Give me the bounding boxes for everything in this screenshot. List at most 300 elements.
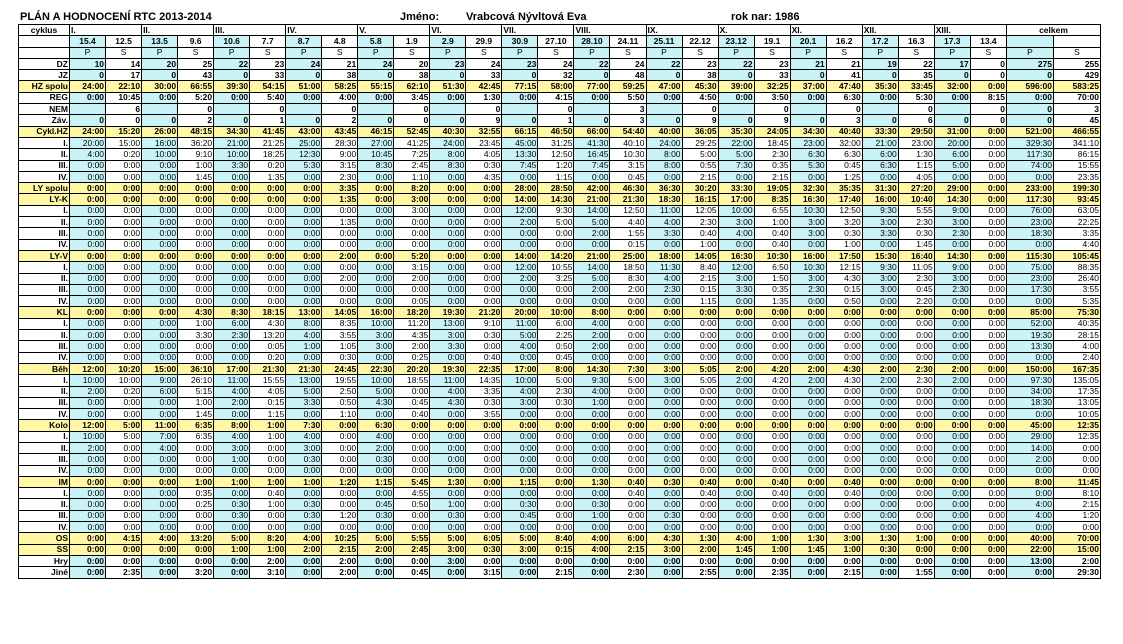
row-label: II. bbox=[19, 217, 70, 228]
athlete-name: Vrabcová Nývltová Eva bbox=[466, 11, 587, 23]
actual-cell: 0:20 bbox=[106, 386, 142, 397]
plan-cell: 0:00 bbox=[286, 92, 322, 103]
plan-cell: 0:00 bbox=[934, 555, 970, 566]
plan-cell: 4:00 bbox=[1007, 499, 1054, 510]
plan-cell: 32:00 bbox=[934, 81, 970, 92]
actual-marker: S bbox=[466, 47, 502, 58]
actual-cell: 10:30 bbox=[610, 149, 646, 160]
plan-cell: 0:00 bbox=[286, 171, 322, 182]
plan-cell: 0:00 bbox=[718, 499, 754, 510]
plan-cell: 22:30 bbox=[358, 363, 394, 374]
actual-cell: 0:00 bbox=[322, 488, 358, 499]
plan-cell: 0:30 bbox=[646, 476, 682, 487]
plan-cell: 0:00 bbox=[70, 454, 106, 465]
actual-cell: 2 bbox=[178, 115, 214, 126]
actual-cell: 21 bbox=[826, 58, 862, 69]
actual-cell: 3:15 bbox=[322, 160, 358, 171]
plan-cell: 37:00 bbox=[790, 81, 826, 92]
actual-cell: 19:55 bbox=[322, 375, 358, 386]
actual-cell: 5:05 bbox=[682, 375, 718, 386]
actual-cell: 3:15 bbox=[466, 567, 502, 578]
plan-cell: 5:00 bbox=[502, 533, 538, 544]
plan-cell: 0:00 bbox=[862, 330, 898, 341]
plan-cell: 0:00 bbox=[502, 352, 538, 363]
actual-cell: 12:35 bbox=[1054, 431, 1101, 442]
table-row bbox=[19, 318, 1101, 329]
plan-cell: 4:00 bbox=[214, 431, 250, 442]
plan-cell: 0:00 bbox=[790, 296, 826, 307]
actual-cell: 0:00 bbox=[610, 330, 646, 341]
plan-cell: 31:30 bbox=[862, 183, 898, 194]
actual-cell: 0:00 bbox=[538, 284, 574, 295]
plan-cell: 0:00 bbox=[646, 397, 682, 408]
plan-cell: 0:00 bbox=[790, 239, 826, 250]
actual-cell: 8:20 bbox=[250, 533, 286, 544]
actual-cell: 3:55 bbox=[466, 409, 502, 420]
plan-cell: 0:00 bbox=[142, 397, 178, 408]
plan-cell: 6:00 bbox=[214, 318, 250, 329]
plan-cell: 0:00 bbox=[934, 465, 970, 476]
actual-cell: 0:45 bbox=[538, 352, 574, 363]
date-cell: 24.11 bbox=[610, 36, 646, 47]
plan-cell: 0 bbox=[430, 70, 466, 81]
plan-cell: 0:00 bbox=[70, 194, 106, 205]
table-row bbox=[19, 307, 1101, 318]
actual-cell: 3:55 bbox=[322, 330, 358, 341]
plan-cell: 0 bbox=[1007, 70, 1054, 81]
actual-cell: 5:00 bbox=[682, 149, 718, 160]
plan-cell: 0:00 bbox=[862, 397, 898, 408]
actual-cell: 1:35 bbox=[754, 296, 790, 307]
plan-cell: 0:00 bbox=[286, 284, 322, 295]
table-row bbox=[19, 81, 1101, 92]
plan-cell: 0:30 bbox=[214, 499, 250, 510]
plan-cell: 4:00 bbox=[358, 431, 394, 442]
actual-cell: 6:00 bbox=[610, 533, 646, 544]
table-row bbox=[19, 409, 1101, 420]
actual-cell: 0:00 bbox=[898, 488, 934, 499]
actual-cell: 1:00 bbox=[178, 160, 214, 171]
plan-cell: 33:30 bbox=[718, 183, 754, 194]
actual-cell: 0:00 bbox=[754, 442, 790, 453]
plan-cell: 0:00 bbox=[1007, 522, 1054, 533]
actual-cell: 0:00 bbox=[106, 194, 142, 205]
plan-cell: 3:00 bbox=[358, 341, 394, 352]
actual-cell: 0:00 bbox=[970, 420, 1006, 431]
actual-cell: 24 bbox=[610, 58, 646, 69]
actual-cell: 0:00 bbox=[682, 555, 718, 566]
actual-cell: 0:00 bbox=[970, 307, 1006, 318]
actual-cell: 8:15 bbox=[970, 92, 1006, 103]
plan-cell: 7:45 bbox=[574, 160, 610, 171]
row-label: HZ spolu bbox=[19, 81, 70, 92]
actual-cell: 0:05 bbox=[250, 341, 286, 352]
plan-cell: 0:00 bbox=[790, 567, 826, 578]
plan-cell: 16:00 bbox=[790, 250, 826, 261]
plan-cell: 0:00 bbox=[502, 454, 538, 465]
plan-cell: 150:00 bbox=[1007, 363, 1054, 374]
plan-cell: 22 bbox=[214, 58, 250, 69]
actual-cell: 0:00 bbox=[538, 228, 574, 239]
table-row bbox=[19, 104, 1101, 115]
actual-cell: 18:20 bbox=[394, 307, 430, 318]
plan-cell: 0:00 bbox=[574, 555, 610, 566]
actual-cell: 1:15 bbox=[538, 171, 574, 182]
actual-cell: 1:00 bbox=[898, 533, 934, 544]
plan-cell: 0:00 bbox=[430, 567, 466, 578]
plan-cell: 0:00 bbox=[502, 409, 538, 420]
plan-cell: 0:00 bbox=[862, 296, 898, 307]
plan-cell: 0:00 bbox=[646, 555, 682, 566]
actual-cell: 0:00 bbox=[538, 465, 574, 476]
plan-cell: 0:00 bbox=[790, 397, 826, 408]
actual-cell: 14:30 bbox=[538, 194, 574, 205]
actual-cell: 0:40 bbox=[754, 228, 790, 239]
plan-cell: 39:30 bbox=[214, 81, 250, 92]
actual-cell: 0:00 bbox=[538, 296, 574, 307]
date-cell: 16.2 bbox=[826, 36, 862, 47]
actual-cell: 66:55 bbox=[178, 81, 214, 92]
plan-cell: 0:00 bbox=[790, 499, 826, 510]
plan-cell: 1:15 bbox=[358, 476, 394, 487]
actual-cell: 0:00 bbox=[754, 522, 790, 533]
table-row bbox=[19, 160, 1101, 171]
actual-cell: 1:00 bbox=[250, 420, 286, 431]
plan-cell: 0:00 bbox=[214, 465, 250, 476]
plan-cell: 19:30 bbox=[1007, 330, 1054, 341]
plan-cell: 36:30 bbox=[646, 183, 682, 194]
table-row bbox=[19, 341, 1101, 352]
plan-cell: 51:00 bbox=[286, 81, 322, 92]
actual-cell: 42:45 bbox=[466, 81, 502, 92]
plan-cell: 4:00 bbox=[502, 341, 538, 352]
plan-cell: 0:00 bbox=[286, 262, 322, 273]
plan-marker: P bbox=[430, 47, 466, 58]
plan-cell: 0:00 bbox=[70, 284, 106, 295]
table-row bbox=[19, 465, 1101, 476]
plan-cell: 0:00 bbox=[214, 284, 250, 295]
actual-cell: 12:50 bbox=[826, 205, 862, 216]
actual-marker: S bbox=[250, 47, 286, 58]
table-row bbox=[19, 273, 1101, 284]
plan-cell: 0:00 bbox=[790, 442, 826, 453]
plan-cell: 0:30 bbox=[574, 499, 610, 510]
plan-cell: 0:00 bbox=[214, 522, 250, 533]
plan-cell: 233:00 bbox=[1007, 183, 1054, 194]
plan-cell: 10:00 bbox=[718, 205, 754, 216]
plan-cell: 2:00 bbox=[1007, 454, 1054, 465]
actual-cell: 2:30 bbox=[898, 363, 934, 374]
plan-cell: 4:00 bbox=[574, 386, 610, 397]
actual-cell: 16:40 bbox=[898, 250, 934, 261]
actual-cell: 17:35 bbox=[1054, 386, 1101, 397]
actual-cell: 4:30 bbox=[826, 375, 862, 386]
actual-cell: 0:00 bbox=[106, 499, 142, 510]
plan-cell: 0:00 bbox=[142, 499, 178, 510]
actual-cell: 5:20 bbox=[394, 250, 430, 261]
plan-cell: 0:00 bbox=[502, 465, 538, 476]
plan-cell: 0:00 bbox=[142, 341, 178, 352]
actual-cell: 32 bbox=[538, 70, 574, 81]
plan-cell: 8:00 bbox=[1007, 476, 1054, 487]
plan-cell: 3:30 bbox=[718, 284, 754, 295]
plan-cell: 0:00 bbox=[286, 228, 322, 239]
date-cell: 9.6 bbox=[178, 36, 214, 47]
plan-cell: 0:00 bbox=[718, 555, 754, 566]
plan-cell: 5:30 bbox=[790, 160, 826, 171]
plan-cell: 40:30 bbox=[430, 126, 466, 137]
actual-cell: 1:10 bbox=[322, 409, 358, 420]
plan-cell: 0 bbox=[790, 115, 826, 126]
plan-cell: 28:00 bbox=[502, 183, 538, 194]
plan-cell: 0:00 bbox=[358, 273, 394, 284]
plan-cell: 2:30 bbox=[790, 284, 826, 295]
actual-cell: 25 bbox=[178, 58, 214, 69]
actual-cell: 2:00 bbox=[394, 341, 430, 352]
plan-cell: 23:00 bbox=[1007, 273, 1054, 284]
plan-cell: 0:00 bbox=[70, 250, 106, 261]
plan-cell: 10:00 bbox=[502, 375, 538, 386]
plan-cell: 0:00 bbox=[430, 488, 466, 499]
actual-cell: 0:00 bbox=[682, 341, 718, 352]
plan-cell: 13:00 bbox=[286, 375, 322, 386]
date-cell: 30.9 bbox=[502, 36, 538, 47]
plan-cell: 0:00 bbox=[142, 183, 178, 194]
actual-cell: 1:00 bbox=[250, 476, 286, 487]
row-label: II. bbox=[19, 273, 70, 284]
actual-cell: 0:00 bbox=[178, 454, 214, 465]
actual-cell: 0:00 bbox=[682, 442, 718, 453]
plan-cell: 1:30 bbox=[862, 533, 898, 544]
actual-cell: 0:00 bbox=[970, 250, 1006, 261]
actual-cell: 4:15 bbox=[538, 92, 574, 103]
plan-cell: 0:00 bbox=[718, 239, 754, 250]
actual-cell: 10:20 bbox=[106, 363, 142, 374]
plan-cell: 0:00 bbox=[286, 465, 322, 476]
plan-cell: 0:00 bbox=[214, 183, 250, 194]
actual-cell: 24 bbox=[466, 58, 502, 69]
plan-cell: 0:00 bbox=[142, 510, 178, 521]
plan-cell: 0:00 bbox=[718, 307, 754, 318]
plan-cell: 52:00 bbox=[1007, 318, 1054, 329]
actual-cell: 2:30 bbox=[898, 273, 934, 284]
actual-cell: 18:25 bbox=[250, 149, 286, 160]
actual-cell: 135:05 bbox=[1054, 375, 1101, 386]
plan-cell: 16:00 bbox=[358, 307, 394, 318]
actual-cell: 0:00 bbox=[610, 307, 646, 318]
actual-cell: 0:00 bbox=[826, 465, 862, 476]
actual-cell: 0:00 bbox=[178, 194, 214, 205]
plan-cell: 51:30 bbox=[430, 81, 466, 92]
actual-cell: 0:00 bbox=[466, 262, 502, 273]
actual-cell: 0:00 bbox=[322, 499, 358, 510]
actual-cell: 8:00 bbox=[538, 363, 574, 374]
actual-cell: 2:00 bbox=[610, 284, 646, 295]
date-cell: 17.3 bbox=[934, 36, 970, 47]
actual-cell: 1 bbox=[250, 115, 286, 126]
actual-cell: 0:00 bbox=[970, 239, 1006, 250]
actual-cell: 0:00 bbox=[466, 194, 502, 205]
plan-cell: 3:00 bbox=[646, 363, 682, 374]
plan-cell: 21 bbox=[790, 58, 826, 69]
actual-cell: 18:55 bbox=[394, 375, 430, 386]
plan-cell: 34:00 bbox=[1007, 386, 1054, 397]
actual-cell: 23:00 bbox=[898, 137, 934, 148]
plan-cell: 3:30 bbox=[430, 341, 466, 352]
row-label: IV. bbox=[19, 171, 70, 182]
plan-cell: 0:00 bbox=[70, 476, 106, 487]
plan-cell: 33:30 bbox=[862, 126, 898, 137]
plan-cell: 0:00 bbox=[718, 330, 754, 341]
actual-cell: 1:35 bbox=[322, 217, 358, 228]
plan-cell: 0:00 bbox=[1007, 409, 1054, 420]
plan-cell: 0:00 bbox=[862, 476, 898, 487]
plan-cell: 34:30 bbox=[790, 126, 826, 137]
actual-cell: 0:00 bbox=[682, 318, 718, 329]
actual-cell: 0:00 bbox=[106, 228, 142, 239]
plan-cell bbox=[862, 104, 898, 115]
table-row bbox=[19, 171, 1101, 182]
plan-cell: 0:00 bbox=[430, 352, 466, 363]
actual-cell: 0:00 bbox=[322, 284, 358, 295]
plan-cell: 16:30 bbox=[718, 250, 754, 261]
plan-cell: 0 bbox=[574, 115, 610, 126]
plan-cell: 0:00 bbox=[934, 420, 970, 431]
actual-cell: 0:00 bbox=[826, 386, 862, 397]
actual-cell: 1:20 bbox=[1054, 510, 1101, 521]
actual-cell: 0:00 bbox=[898, 499, 934, 510]
actual-cell: 59:25 bbox=[610, 81, 646, 92]
actual-cell: 0 bbox=[322, 104, 358, 115]
actual-cell: 0:30 bbox=[826, 228, 862, 239]
table-row bbox=[19, 352, 1101, 363]
plan-cell: 0:00 bbox=[70, 307, 106, 318]
plan-cell: 8:00 bbox=[646, 149, 682, 160]
cycle-label: cyklus bbox=[19, 25, 70, 36]
actual-cell: 0:00 bbox=[754, 420, 790, 431]
plan-cell: 0:00 bbox=[934, 171, 970, 182]
plan-cell: 0:00 bbox=[934, 442, 970, 453]
plan-cell: 0:00 bbox=[862, 555, 898, 566]
plan-cell: 0:00 bbox=[430, 296, 466, 307]
plan-cell: 23:00 bbox=[1007, 217, 1054, 228]
plan-cell: 11:30 bbox=[646, 262, 682, 273]
date-cell: 8.7 bbox=[286, 36, 322, 47]
actual-cell: 22:35 bbox=[466, 363, 502, 374]
actual-cell: 1:50 bbox=[754, 273, 790, 284]
plan-cell: 4:00 bbox=[646, 273, 682, 284]
actual-cell: 0:00 bbox=[970, 273, 1006, 284]
actual-cell: 0:00 bbox=[754, 499, 790, 510]
actual-cell: 52:45 bbox=[394, 126, 430, 137]
plan-cell: 0:00 bbox=[214, 250, 250, 261]
plan-cell: 3:00 bbox=[790, 228, 826, 239]
actual-cell: 0:00 bbox=[250, 205, 286, 216]
actual-cell: 9:10 bbox=[466, 318, 502, 329]
plan-cell: 17:00 bbox=[502, 363, 538, 374]
plan-actual-row bbox=[19, 47, 1101, 58]
actual-cell: 0:00 bbox=[178, 296, 214, 307]
plan-cell: 0:00 bbox=[358, 239, 394, 250]
actual-cell: 1:00 bbox=[250, 431, 286, 442]
plan-cell: 2:00 bbox=[286, 544, 322, 555]
plan-cell: 97:30 bbox=[1007, 375, 1054, 386]
actual-marker: S bbox=[178, 47, 214, 58]
actual-cell: 0:00 bbox=[538, 510, 574, 521]
plan-cell: 34:30 bbox=[214, 126, 250, 137]
plan-cell: 0:00 bbox=[70, 217, 106, 228]
plan-cell: 8:30 bbox=[430, 160, 466, 171]
plan-cell: 0:00 bbox=[862, 442, 898, 453]
actual-cell: 0:00 bbox=[466, 296, 502, 307]
plan-cell: 5:00 bbox=[574, 217, 610, 228]
plan-cell: 10:00 bbox=[70, 375, 106, 386]
plan-cell: 0:00 bbox=[790, 409, 826, 420]
actual-cell: 0:00 bbox=[898, 522, 934, 533]
plan-cell: 0:00 bbox=[214, 92, 250, 103]
table-row bbox=[19, 375, 1101, 386]
plan-cell: 0 bbox=[646, 115, 682, 126]
plan-cell: 0:00 bbox=[718, 442, 754, 453]
actual-cell: 0:00 bbox=[898, 555, 934, 566]
plan-cell: 0:00 bbox=[934, 341, 970, 352]
actual-cell: 1:00 bbox=[754, 544, 790, 555]
cycle-header: XII. bbox=[862, 25, 934, 36]
actual-cell: 47:40 bbox=[826, 81, 862, 92]
plan-cell: 3:00 bbox=[214, 442, 250, 453]
plan-cell: 0:00 bbox=[358, 488, 394, 499]
plan-cell: 0:00 bbox=[430, 454, 466, 465]
actual-cell: 0:00 bbox=[754, 318, 790, 329]
plan-marker: P bbox=[574, 47, 610, 58]
actual-cell: 6:05 bbox=[466, 533, 502, 544]
actual-cell: 0:00 bbox=[394, 454, 430, 465]
actual-cell: 0:00 bbox=[106, 284, 142, 295]
plan-marker: P bbox=[718, 47, 754, 58]
table-row bbox=[19, 92, 1101, 103]
plan-cell: 0:00 bbox=[358, 567, 394, 578]
table-row bbox=[19, 510, 1101, 521]
actual-cell: 0:00 bbox=[394, 386, 430, 397]
table-row bbox=[19, 522, 1101, 533]
actual-cell: 32:00 bbox=[826, 137, 862, 148]
actual-cell: 0:00 bbox=[466, 522, 502, 533]
plan-cell: 521:00 bbox=[1007, 126, 1054, 137]
actual-cell: 0:00 bbox=[610, 296, 646, 307]
plan-cell: 2:00 bbox=[358, 544, 394, 555]
plan-cell: 0:00 bbox=[358, 171, 394, 182]
actual-cell: 15:55 bbox=[1054, 160, 1101, 171]
plan-cell: 0:30 bbox=[862, 544, 898, 555]
plan-cell bbox=[934, 104, 970, 115]
plan-cell: 0:00 bbox=[142, 205, 178, 216]
actual-cell: 0:00 bbox=[250, 510, 286, 521]
plan-cell: 0:30 bbox=[358, 454, 394, 465]
actual-cell: 5:00 bbox=[106, 420, 142, 431]
actual-cell: 6:30 bbox=[826, 92, 862, 103]
actual-cell: 0:00 bbox=[538, 522, 574, 533]
table-row bbox=[19, 476, 1101, 487]
actual-cell: 2:30 bbox=[898, 375, 934, 386]
actual-cell: 0:45 bbox=[898, 284, 934, 295]
table-row bbox=[19, 420, 1101, 431]
plan-cell: 117:30 bbox=[1007, 194, 1054, 205]
actual-cell: 0:00 bbox=[970, 431, 1006, 442]
actual-cell: 10:25 bbox=[322, 533, 358, 544]
actual-cell: 0:00 bbox=[970, 499, 1006, 510]
actual-cell: 0 bbox=[106, 115, 142, 126]
plan-cell: 0:00 bbox=[430, 205, 466, 216]
